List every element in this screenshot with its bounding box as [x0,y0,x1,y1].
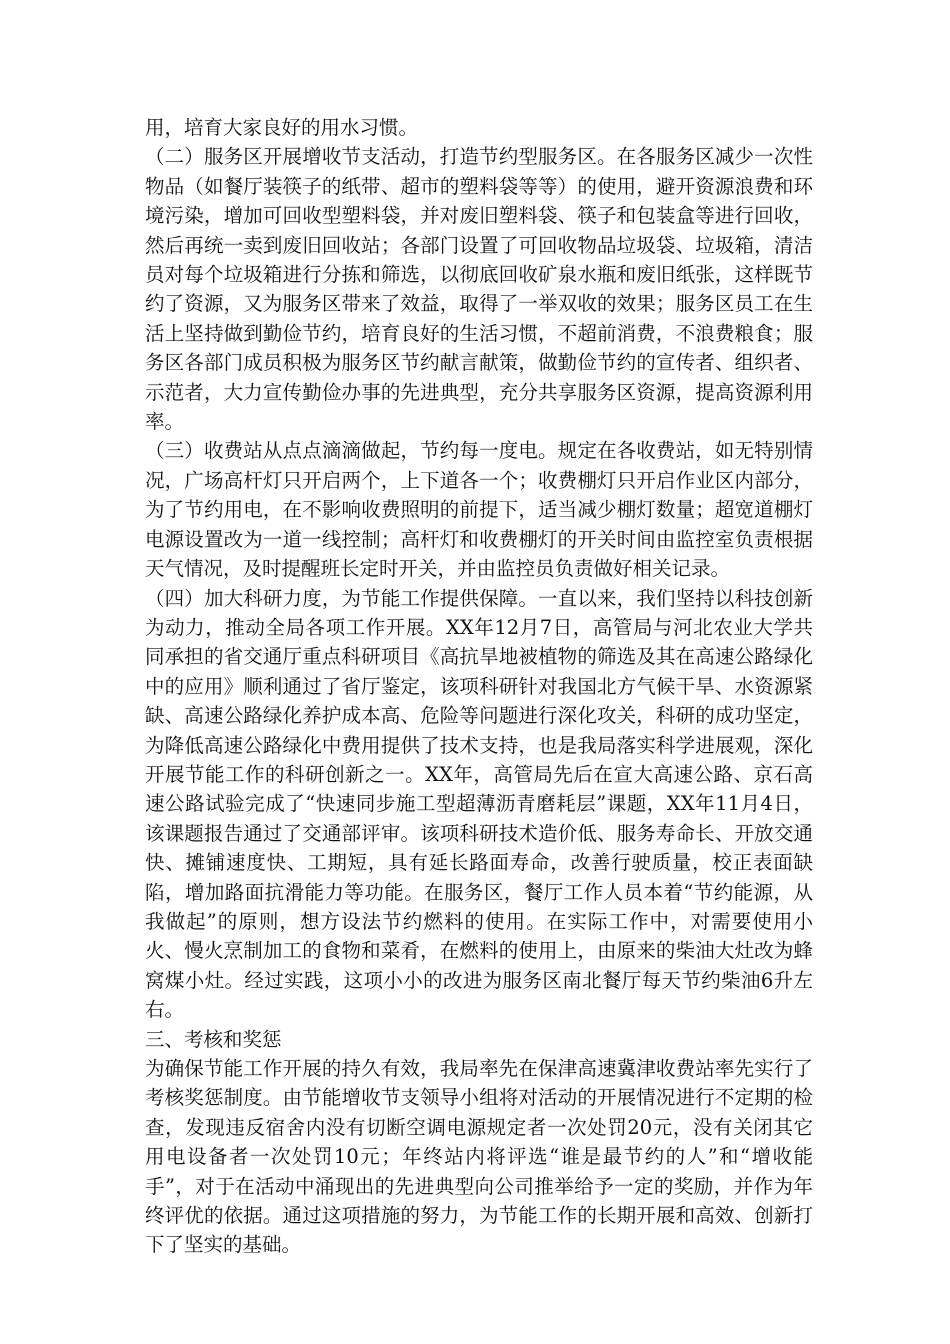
section-heading-assessment: 三、考核和奖惩 [145,1027,282,1051]
paragraph-assessment: 为确保节能工作开展的持久有效，我局率先在保津高速冀津收费站率先实行了考核奖惩制度。由节能增收节支领导小组将对活动的开展情况进行不定期的检查，发现违反宿舍内没有切断空调电源规定者一次处罚20元，没有关闭其它用电设备者一次处罚10元；年终站内将评选“谁是最节约的人”和“增收能手”，对于在活动中涌现出的先进典型向公司推举给予一定的奖励，并作为年终评优的依据。通过这项措施的努力，为节能工作的长期开展和高效、创新打下了坚实的基础。 [145,1057,813,1257]
paragraph-water-habits: 用，培育大家良好的用水习惯。 [145,116,419,139]
paragraph-toll-station: （三）收费站从点点滴滴做起，节约每一度电。规定在各收费站，如无特别情况，广场高杆灯只开启两个，上下道各一个；收费棚灯只开启作业区内部分，为了节约用电，在不影响收费照明的前提下，适当减少棚灯数量；超宽道棚灯电源设置改为一道一线控制；高杆灯和收费棚灯的开关时间由监控室负责根据天气情况，及时提醒班长定时开关，并由监控员负责做好相关记录。 [145,439,813,581]
document-body [145,113,813,1260]
paragraph-research: （四）加大科研力度，为节能工作提供保障。一直以来，我们坚持以科技创新为动力，推动全局各项工作开展。XX年12月7日，高管局与河北农业大学共同承担的省交通厅重点科研项目《高抗旱地被植物的筛选及其在高速公路绿化中的应用》顺利通过了省厅鉴定，该项科研针对我国北方气候干旱、水资源紧缺、高速公路绿化养护成本高、危险等问题进行深化攻关，科研的成功坚定，为降低高速公路绿化中费用提供了技术支持，也是我局落实科学进展观，深化开展节能工作的科研创新之一。XX年，高管局先后在宣大高速公路、京石高速公路试验完成了“快速同步施工型超薄沥青磨耗层”课题，XX年11月4日，该课题报告通过了交通部评审。该项科研技术造价低、服务寿命长、开放交通快、摊铺速度快、工期短，具有延长路面寿命，改善行驶质量，校正表面缺陷，增加路面抗滑能力等功能。在服务区，餐厅工作人员本着“节约能源，从我做起”的原则，想方设法节约燃料的使用。在实际工作中，对需要使用小火、慢火烹制加工的食物和菜肴，在燃料的使用上，由原来的柴油大灶改为蜂窝煤小灶。经过实践，这项小小的改进为服务区南北餐厅每天节约柴油6升左右。 [145,586,813,1022]
paragraph-service-area: （二）服务区开展增收节支活动，打造节约型服务区。在各服务区减少一次性物品（如餐厅装筷子的纸带、超市的塑料袋等等）的使用，避开资源浪费和环境污染，增加可回收型塑料袋，并对废旧塑料袋、筷子和包装盒等进行回收，然后再统一卖到废旧回收站；各部门设置了可回收物品垃圾袋、垃圾箱，清洁员对每个垃圾箱进行分拣和筛选，以彻底回收矿泉水瓶和废旧纸张，这样既节约了资源，又为服务区带来了效益，取得了一举双收的效果；服务区员工在生活上坚持做到勤俭节约，培育良好的生活习惯，不超前消费，不浪费粮食；服务区各部门成员积极为服务区节约献言献策，做勤俭节约的宣传者、组织者、示范者，大力宣传勤俭办事的先进典型，充分共享服务区资源，提高资源利用率。 [145,145,813,434]
